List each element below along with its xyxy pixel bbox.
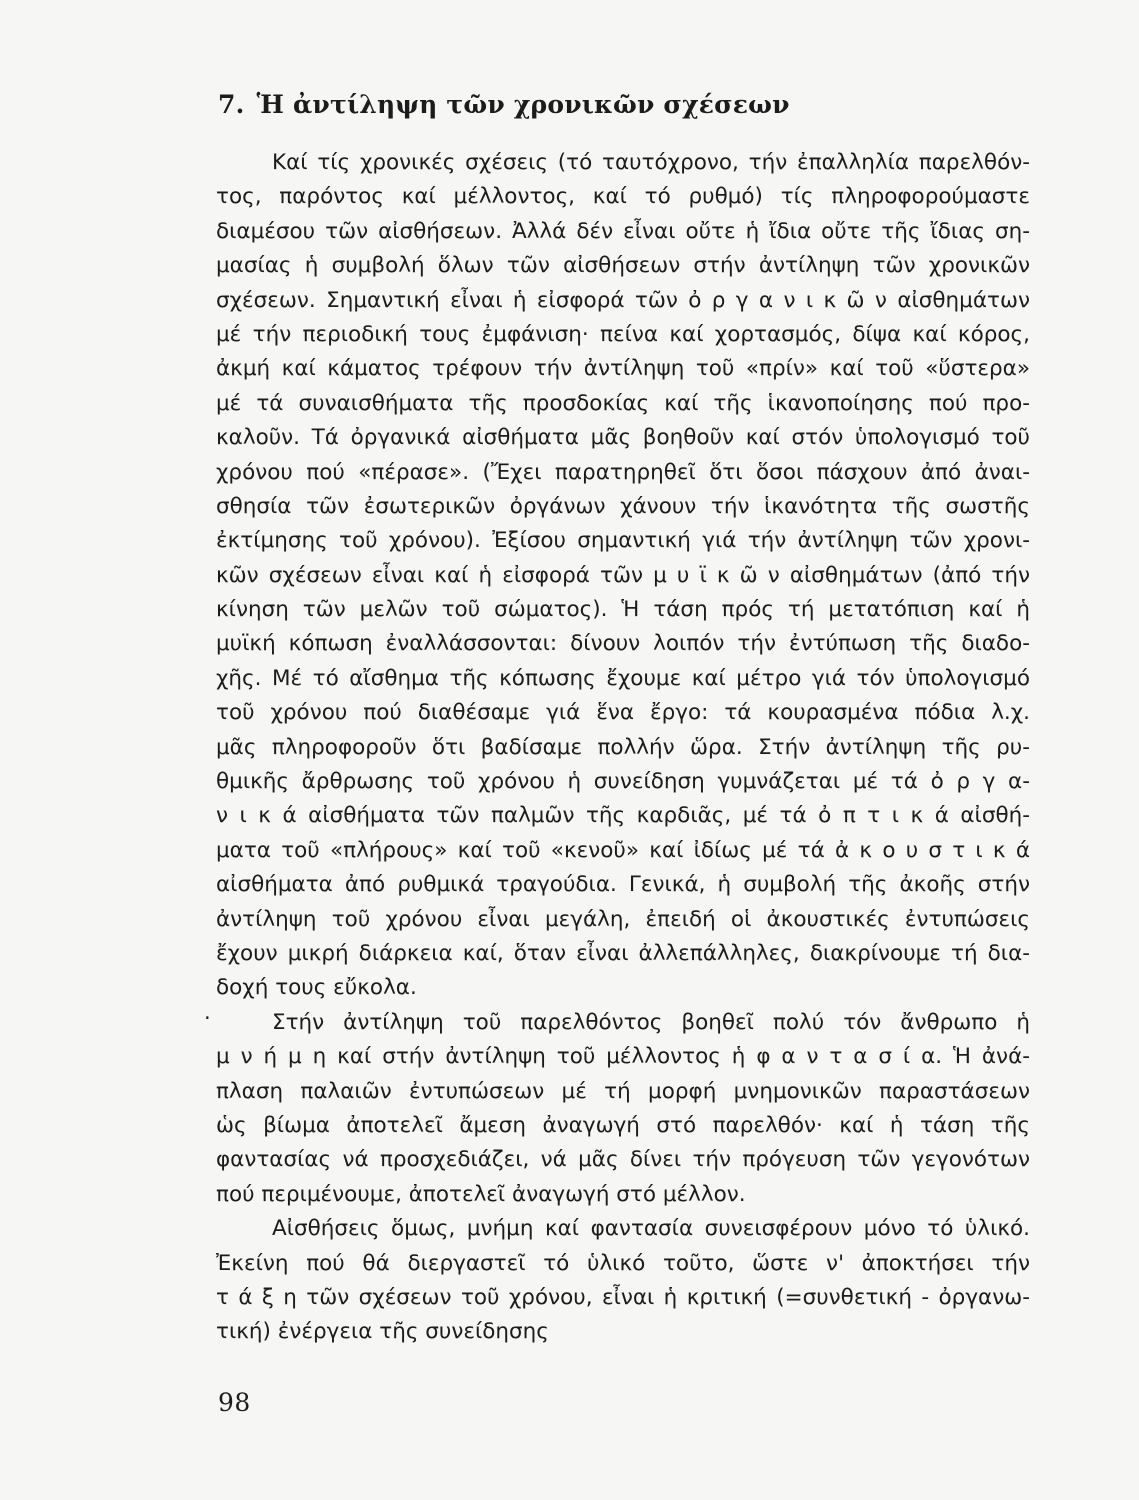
- text-line: θμικῆς ἄρθρωσης τοῦ χρόνου ἡ συνείδηση γυμνάζεται μέ τά ὀ ρ γ α-: [216, 769, 1030, 795]
- text-line: Στήν ἀντίληψη τοῦ παρελθόντος βοηθεῖ πολύ τόν ἄνθρωπο ἡ: [272, 1009, 1030, 1035]
- text-line: τική) ἐνέργεια τῆς συνείδησης: [216, 1319, 549, 1345]
- text-line: τος, παρόντος καί μέλλοντος, καί τό ρυθμό) τίς πληροφορούμαστε: [216, 184, 1030, 210]
- text-line: χῆς. Μέ τό αἴσθημα τῆς κόπωσης ἔχουμε καί μέτρο γιά τόν ὑπολογισμό: [216, 665, 1030, 691]
- text-line: μέ τά συναισθήματα τῆς προσδοκίας καί τῆς ἱκανοποίησης πού προ-: [216, 390, 1030, 416]
- page-number: 98: [218, 1388, 251, 1417]
- text-line: τοῦ χρόνου πού διαθέσαμε γιά ἕνα ἔργο: τά κουρασμένα πόδια λ.χ.: [216, 700, 1030, 726]
- text-line: φαντασίας νά προσχεδιάζει, νά μᾶς δίνει τήν πρόγευση τῶν γεγονότων: [216, 1147, 1030, 1173]
- text-line: ἀκμή καί κάματος τρέφουν τήν ἀντίληψη τοῦ «πρίν» καί τοῦ «ὕστερα»: [216, 356, 1030, 382]
- text-line: σχέσεων. Σημαντική εἶναι ἡ εἰσφορά τῶν ὀ ρ γ α ν ι κ ῶ ν αἰσθημάτων: [216, 287, 1030, 313]
- text-line: αἰσθήματα ἀπό ρυθμικά τραγούδια. Γενικά, ἡ συμβολή τῆς ἀκοῆς στήν: [216, 872, 1030, 898]
- text-line: κίνηση τῶν μελῶν τοῦ σώματος). Ἡ τάση πρός τή μετατόπιση καί ἡ: [216, 597, 1030, 623]
- text-line: ἐκτίμησης τοῦ χρόνου). Ἐξίσου σημαντική γιά τήν ἀντίληψη τῶν χρονι-: [216, 528, 1030, 554]
- text-line: μ ν ή μ η καί στήν ἀντίληψη τοῦ μέλλοντος ἡ φ α ν τ α σ ί α. Ἡ ἀνά-: [216, 1044, 1030, 1070]
- text-line: μασίας ἡ συμβολή ὅλων τῶν αἰσθήσεων στήν ἀντίληψη τῶν χρονικῶν: [216, 253, 1030, 279]
- text-line: δοχή τους εὔκολα.: [216, 975, 417, 1001]
- text-line: πού περιμένουμε, ἀποτελεῖ ἀναγωγή στό μέλλον.: [216, 1181, 746, 1207]
- text-line: ν ι κ ά αἰσθήματα τῶν παλμῶν τῆς καρδιᾶς, μέ τά ὀ π τ ι κ ά αἰσθή-: [216, 803, 1030, 829]
- text-line: πλαση παλαιῶν ἐντυπώσεων μέ τή μορφή μνημονικῶν παραστάσεων: [216, 1078, 1030, 1104]
- text-line: καλοῦν. Τά ὀργανικά αἰσθήματα μᾶς βοηθοῦν καί στόν ὑπολογισμό τοῦ: [216, 425, 1030, 451]
- text-line: Ἐκείνη πού θά διεργαστεῖ τό ὑλικό τοῦτο, ὥστε ν' ἀποκτήσει τήν: [216, 1250, 1030, 1276]
- text-line: μυϊκή κόπωση ἐναλλάσσονται: δίνουν λοιπόν τήν ἐντύπωση τῆς διαδο-: [216, 631, 1030, 657]
- text-line: ἔχουν μικρή διάρκεια καί, ὅταν εἶναι ἀλλεπάλληλες, διακρίνουμε τή δια-: [216, 940, 1030, 966]
- text-line: Αἰσθήσεις ὅμως, μνήμη καί φαντασία συνεισφέρουν μόνο τό ὑλικό.: [272, 1216, 1030, 1242]
- section-number: 7.: [218, 90, 245, 119]
- text-line: σθησία τῶν ἐσωτερικῶν ὀργάνων χάνουν τήν ἱκανότητα τῆς σωστῆς: [216, 493, 1030, 519]
- text-line: ὡς βίωμα ἀποτελεῖ ἄμεση ἀναγωγή στό παρελθόν· καί ἡ τάση τῆς: [216, 1112, 1030, 1138]
- paragraph: [216, 146, 1030, 1006]
- text-line: μέ τήν περιοδική τους ἐμφάνιση· πείνα καί χορτασμός, δίψα καί κόρος,: [216, 321, 1030, 347]
- text-line: Καί τίς χρονικές σχέσεις (τό ταυτόχρονο, τήν ἐπαλληλία παρελθόν-: [272, 150, 1030, 175]
- text-line: διαμέσου τῶν αἰσθήσεων. Ἀλλά δέν εἶναι οὔτε ἡ ἴδια οὔτε τῆς ἴδιας ση-: [216, 218, 1030, 244]
- stray-mark: .: [204, 1000, 211, 1024]
- section-heading: [218, 90, 790, 119]
- section-title: Ἡ ἀντίληψη τῶν χρονικῶν σχέσεων: [256, 90, 790, 119]
- text-line: ματα τοῦ «πλήρους» καί τοῦ «κενοῦ» καί ἰδίως μέ τά ἀ κ ο υ σ τ ι κ ά: [216, 837, 1030, 863]
- paragraph: [216, 1212, 1030, 1350]
- text-line: ἀντίληψη τοῦ χρόνου εἶναι μεγάλη, ἐπειδή οἱ ἀκουστικές ἐντυπώσεις: [216, 906, 1030, 932]
- text-line: κῶν σχέσεων εἶναι καί ἡ εἰσφορά τῶν μ υ ϊ κ ῶ ν αἰσθημάτων (ἀπό τήν: [216, 562, 1030, 588]
- text-line: μᾶς πληροφοροῦν ὅτι βαδίσαμε πολλήν ὥρα. Στήν ἀντίληψη τῆς ρυ-: [216, 734, 1030, 760]
- body-text: [216, 146, 1030, 1350]
- text-line: τ ά ξ η τῶν σχέσεων τοῦ χρόνου, εἶναι ἡ κριτική (=συνθετική - ὀργανω-: [216, 1284, 1030, 1310]
- text-line: χρόνου πού «πέρασε». (Ἔχει παρατηρηθεῖ ὅτι ὅσοι πάσχουν ἀπό ἀναι-: [216, 459, 1030, 485]
- paragraph: [216, 1006, 1030, 1212]
